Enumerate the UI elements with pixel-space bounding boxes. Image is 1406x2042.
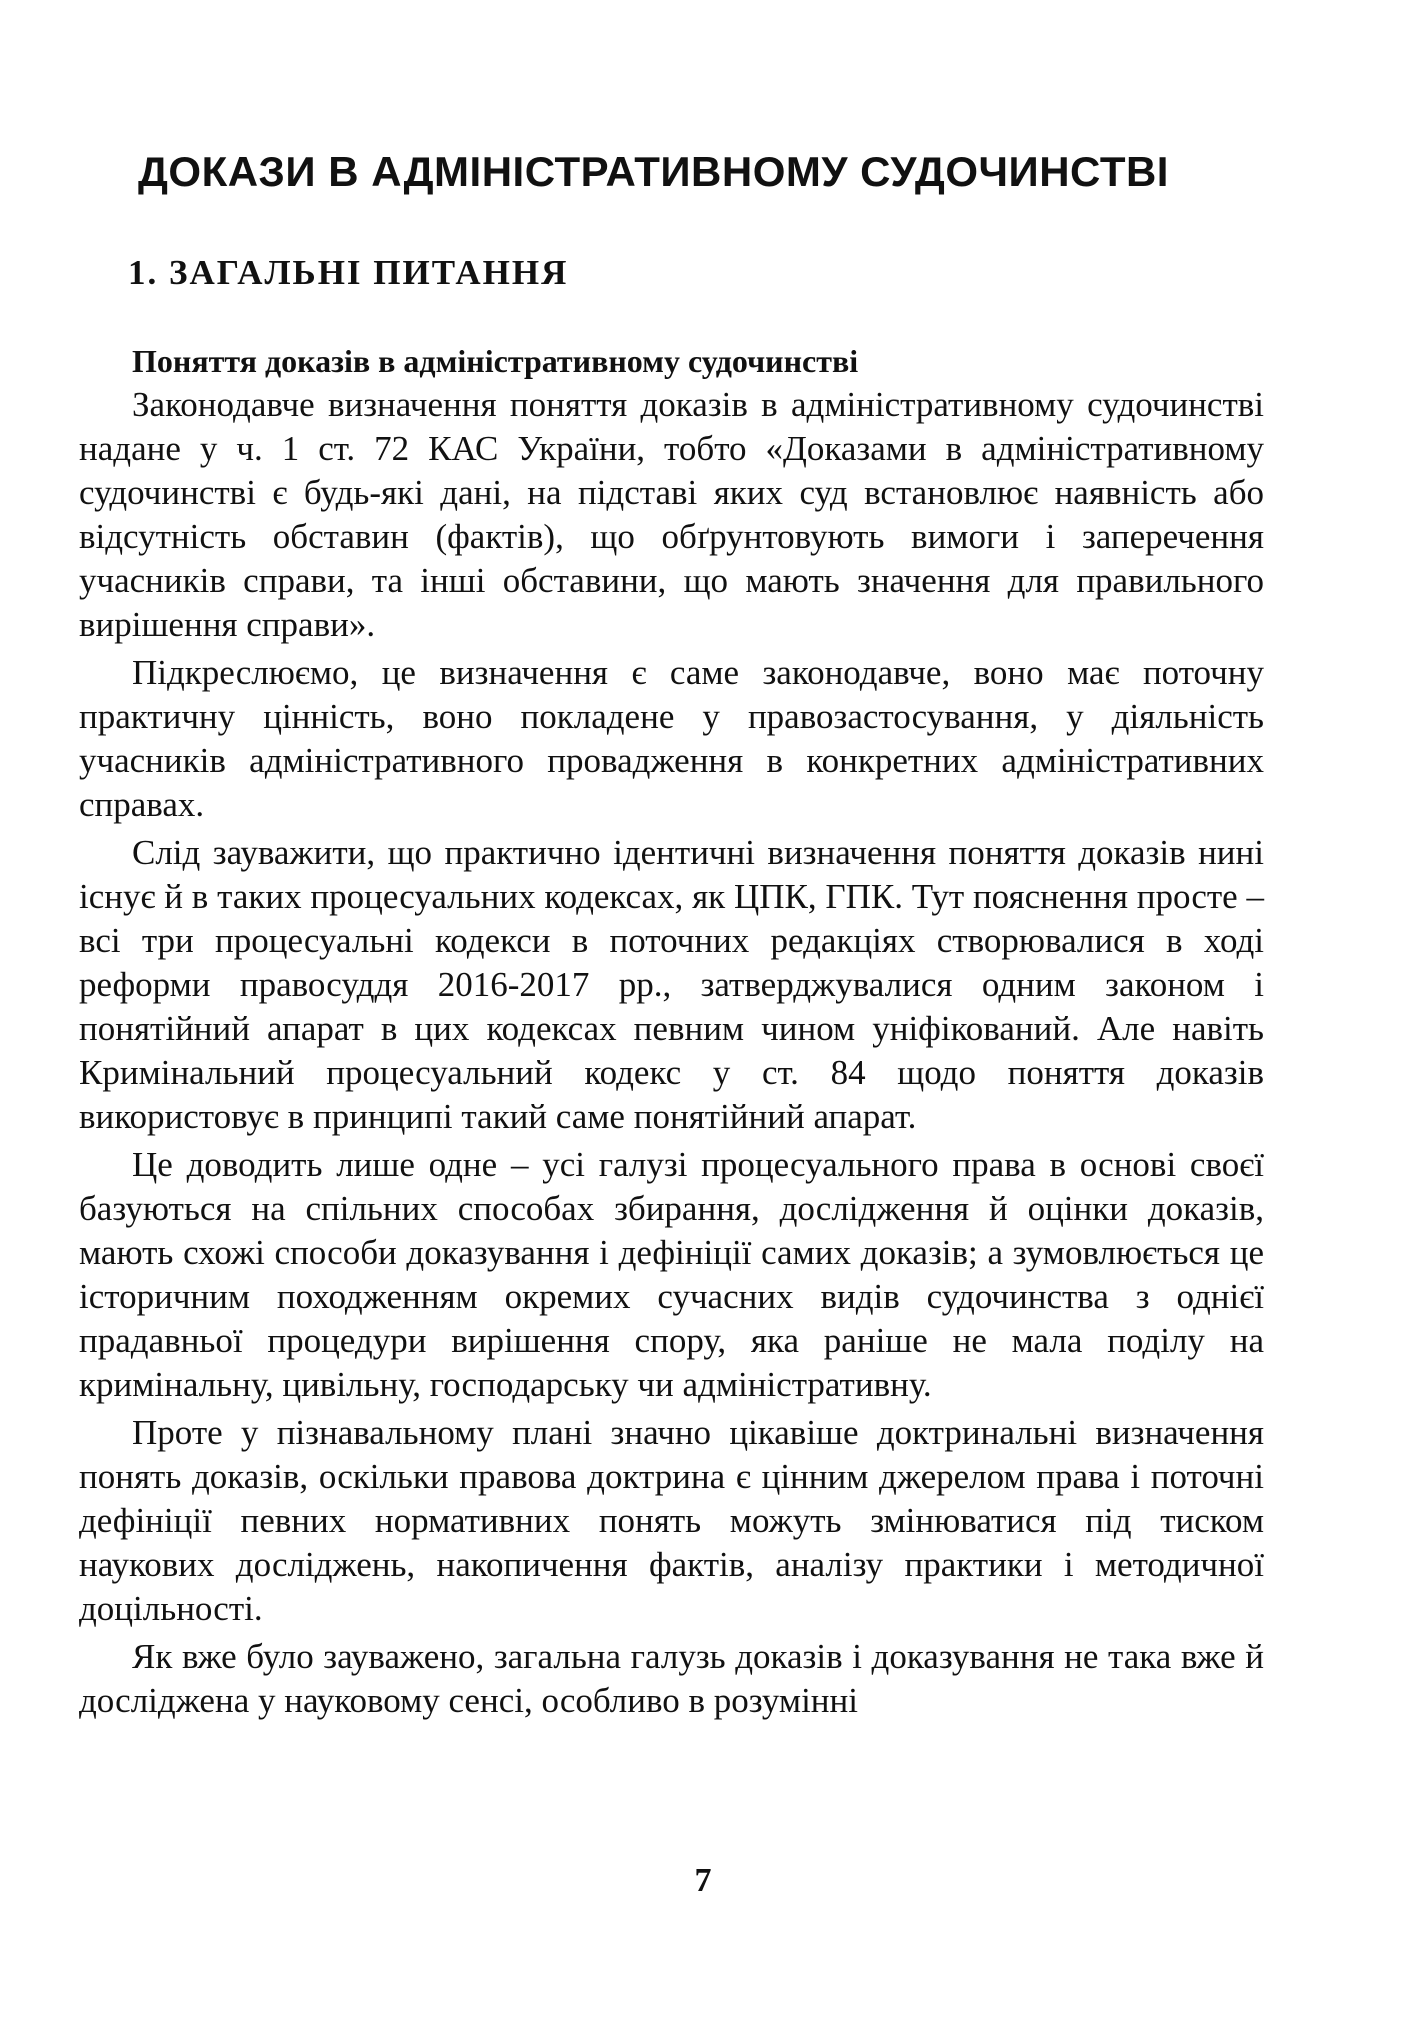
paragraph: Підкреслюємо, це визначення є саме законодавче, воно має поточну практичну цінність, воно покладене у правозастосування, у діяльність учасників адміністративного провадження в конкретних адміністративних справах. <box>79 653 1264 824</box>
paragraph: Законодавче визначення поняття доказів в адміністративному судочинстві надане у ч. 1 ст. 72 КАС України, тобто «Доказами в адміністративному судочинстві є будь-які дані, на підставі яких суд встановлює наявність або відсутність обставин (фактів), що обґрунтовують вимоги і заперечення учасників справи, та інші обставини, що мають значення для правильного вирішення справи». <box>79 385 1264 644</box>
section-title: 1. ЗАГАЛЬНІ ПИТАННЯ <box>128 253 569 292</box>
subsection-title: Поняття доказів в адміністративному судочинстві <box>132 343 859 379</box>
body-text <box>79 340 1264 1723</box>
paragraph: Це доводить лише одне – усі галузі процесуального права в основі своєї базуються на спільних способах збирання, дослідження й оцінки доказів, мають схожі способи доказування і дефініції самих доказів; а зумовлюється це історичним походженням окремих сучасних видів судочинства з однієї прадавньої процедури вирішення спору, яка раніше не мала поділу на кримінальну, цивільну, господарську чи адміністративну. <box>79 1145 1264 1404</box>
page-number: 7 <box>694 1862 712 1899</box>
paragraph: Як вже було зауважено, загальна галузь доказів і доказування не така вже й досліджена у науковому сенсі, особливо в розумінні <box>79 1637 1264 1720</box>
paragraph: Проте у пізнавальному плані значно цікавіше доктринальні визначення понять доказів, оскільки правова доктрина є цінним джерелом права і поточні дефініції певних нормативних понять можуть змінюватися під тиском наукових досліджень, накопичення фактів, аналізу практики і методичної доцільності. <box>79 1413 1264 1628</box>
paragraph: Слід зауважити, що практично ідентичні визначення поняття доказів нині існує й в таких процесуальних кодексах, як ЦПК, ГПК. Тут пояснення просте – всі три процесуальні кодекси в поточних редакціях створювалися в ході реформи правосуддя 2016-2017 рр., затверджувалися одним законом і понятійний апарат в цих кодексах певним чином уніфікований. Але навіть Кримінальний процесуальний кодекс у ст. 84 щодо поняття доказів використовує в принципі такий саме понятійний апарат. <box>79 833 1264 1136</box>
chapter-title: ДОКАЗИ В АДМІНІСТРАТИВНОМУ СУДОЧИНСТВІ <box>138 148 1169 195</box>
